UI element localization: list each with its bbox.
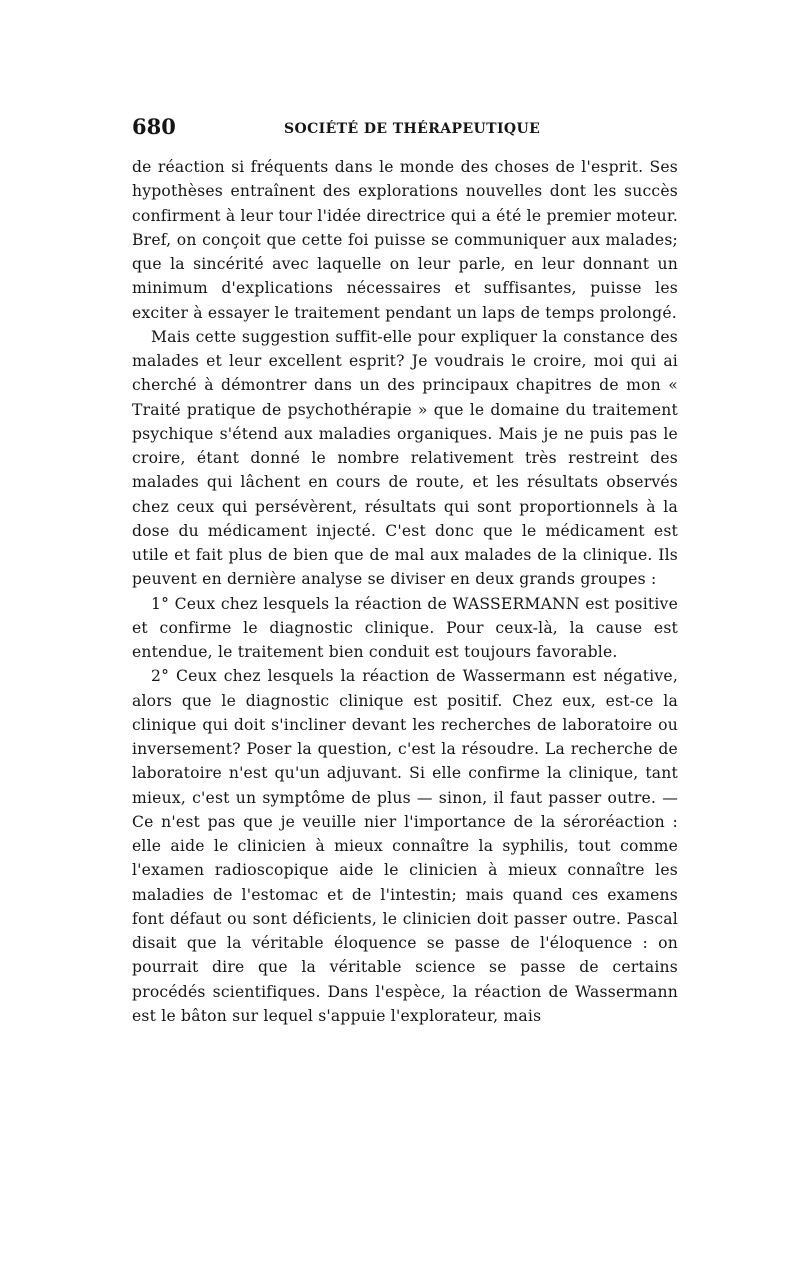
paragraph-continuation: de réaction si fréquents dans le monde des choses de l'esprit. Ses hypothèses entraînent des explorations nouvelles dont les succès confirment à leur tour l'idée directrice qui a été le premier moteur. Bref, on conçoit que cette foi puisse se communiquer aux malades; que la sincérité avec laquelle on leur parle, en leur donnant un minimum d'explications nécessaires et suffisantes, puisse les exciter à essayer le traitement pendant un laps de temps prolongé. (132, 158, 678, 322)
body-text (132, 155, 678, 1028)
page-header (132, 112, 678, 144)
paragraph-group-one: 1° Ceux chez lesquels la réaction de WASSERMANN est positive et confirme le diagnostic clinique. Pour ceux-là, la cause est entendue, le traitement bien conduit est toujours favorable. (132, 594, 678, 661)
page-number: 680 (132, 114, 176, 139)
running-title: SOCIÉTÉ DE THÉRAPEUTIQUE (284, 121, 541, 137)
paragraph-group-two: 2° Ceux chez lesquels la réaction de Wassermann est négative, alors que le diagnostic clinique est positif. Chez eux, est-ce la clinique qui doit s'incliner devant les recherches de laboratoire ou inversement? Poser la question, c'est la résoudre. La recherche de laboratoire n'est qu'un adjuvant. Si elle confirme la clinique, tant mieux, c'est un symptôme de plus — sinon, il faut passer outre. — Ce n'est pas que je veuille nier l'importance de la séroréaction : elle aide le clinicien à mieux connaître la syphilis, tout comme l'examen radioscopique aide le clinicien à mieux connaître les maladies de l'estomac et de l'intestin; mais quand ces examens font défaut ou sont déficients, le clinicien doit passer outre. Pascal disait que la véritable éloquence se passe de l'éloquence : on pourrait dire que la véritable science se passe de certains procédés scientifiques. Dans l'espèce, la réaction de Wassermann est le bâton sur lequel s'appuie l'explorateur, mais (132, 667, 678, 1025)
paragraph-suggestion: Mais cette suggestion suffit-elle pour expliquer la constance des malades et leur excellent esprit? Je voudrais le croire, moi qui ai cherché à démontrer dans un des principaux chapitres de mon « Traité pratique de psychothérapie » que le domaine du traitement psychique s'étend aux maladies organiques. Mais je ne puis pas le croire, étant donné le nombre relativement très restreint des malades qui lâchent en cours de route, et les résultats observés chez ceux qui persévèrent, résultats qui sont proportionnels à la dose du médicament injecté. C'est donc que le médicament est utile et fait plus de bien que de mal aux malades de la clinique. Ils peuvent en dernière analyse se diviser en deux grands groupes : (132, 327, 678, 589)
